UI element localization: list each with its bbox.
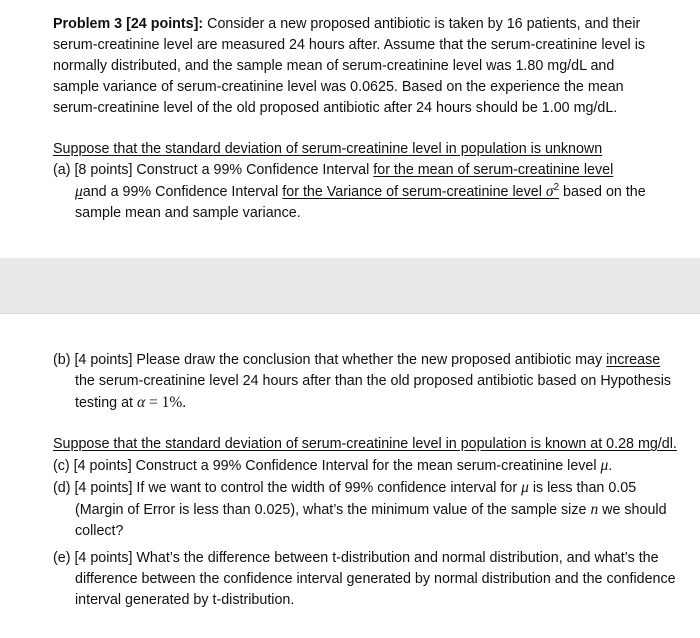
question-b: (b) [4 points] Please draw the conclusion that whether the new proposed antibiotic may increase the serum-creatinine level 24 hours after than the old proposed antibiotic based on Hypothesis testing at α = 1%. [53, 352, 672, 411]
unknown-sd-heading: Suppose that the standard deviation of serum-creatinine level in population is unknown [53, 141, 603, 157]
question-e: (e) [4 points] What’s the difference between t-distribution and normal distribution, and what’s the difference between the confidence interval generated by normal distribution and the confidence interval generated by t-distribution. [53, 550, 676, 608]
problem-heading: Problem 3 [24 points]: [53, 16, 204, 32]
variance-link: for the Variance of serum-creatinine level $\sigma^2$ [282, 182, 560, 200]
mu-symbol: μ [75, 183, 83, 200]
problem-card-top [0, 0, 700, 258]
problem-intro [53, 14, 653, 119]
question-d: (d) [4 points] If we want to control the width of 99% confidence interval for μ is less than 0.05 (Margin of Error is less than 0.025), what’s the minimum value of the sample size n we should collect? [53, 479, 667, 539]
question-a: (a) [8 points] Construct a 99% Confidence Interval for the mean of serum-creatinine level μand a 99% Confidence Interval for the Variance of serum-creatinine level $\sigma^2$ based on the sample mean and sample variance. [53, 162, 646, 221]
alpha-symbol: α [137, 394, 146, 411]
question-c: (c) [4 points] Construct a 99% Confidence Interval for the mean serum-creatinine level μ. [53, 457, 613, 474]
known-sd-heading: Suppose that the standard deviation of serum-creatinine level in population is known at 0.28 mg/dl. [53, 436, 677, 452]
mean-link: for the mean of serum-creatinine level [373, 162, 614, 178]
increase-word: increase [606, 352, 661, 368]
problem-card-bottom [0, 313, 700, 638]
problem-intro-text: Consider a new proposed antibiotic is taken by 16 patients, and their serum-creatinine level are measured 24 hours after. Assume that the serum-creatinine level is normally distributed, and the sample mean of serum-creatinine level was 1.80 mg/dL and sample variance of serum-creatinine level was 0.0625. Based on the experience the mean serum-creatinine level of the old proposed antibiotic after 24 hours should be 1.00 mg/dL. [53, 16, 646, 116]
